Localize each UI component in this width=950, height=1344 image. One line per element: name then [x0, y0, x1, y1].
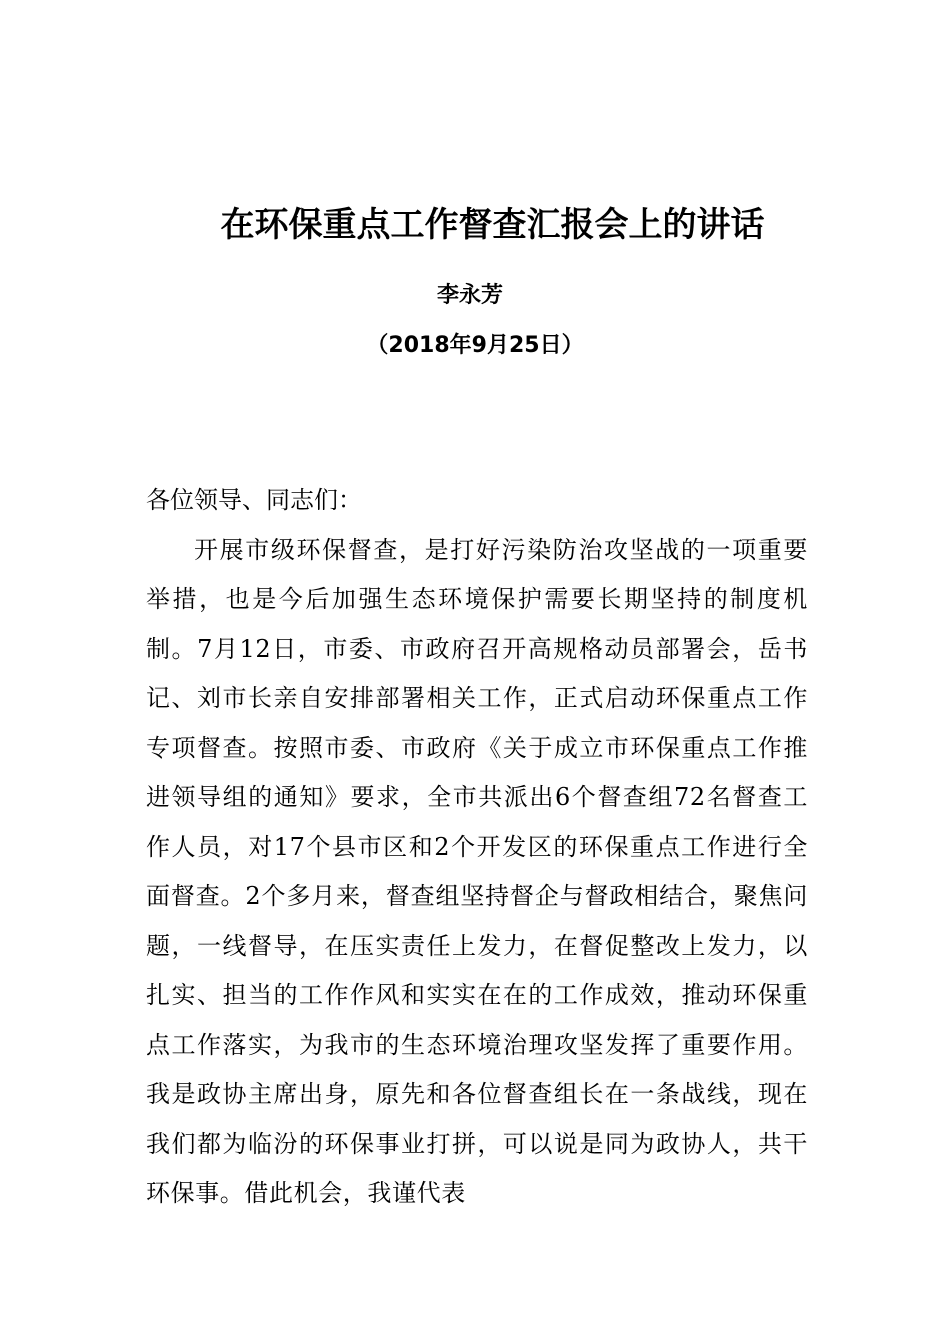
- salutation: 各位领导、同志们：: [146, 486, 362, 514]
- document-body: [146, 476, 808, 1219]
- author-name: 李永芳: [436, 283, 503, 308]
- document-title: 在环保重点工作督查汇报会上的讲话: [220, 205, 765, 245]
- body-paragraph: 开展市级环保督查，是打好污染防治攻坚战的一项重要举措，也是今后加强生态环境保护需要长期坚持的制度机制。7月12日，市委、市政府召开高规格动员部署会，岳书记、刘市长亲自安排部署相关工作，正式启动环保重点工作专项督查。按照市委、市政府《关于成立市环保重点工作推进领导组的通知》要求，全市共派出6个督查组72名督查工作人员，对17个县市区和2个开发区的环保重点工作进行全面督查。2个多月来，督查组坚持督企与督政相结合，聚焦问题，一线督导，在压实责任上发力，在督促整改上发力，以扎实、担当的工作作风和实实在在的工作成效，推动环保重点工作落实，为我市的生态环境治理攻坚发挥了重要作用。我是政协主席出身，原先和各位督查组长在一条战线，现在我们都为临汾的环保事业打拼，可以说是同为政协人，共干环保事。借此机会，我谨代表: [146, 535, 808, 1207]
- speech-date: （2018年9月25日）: [366, 333, 584, 358]
